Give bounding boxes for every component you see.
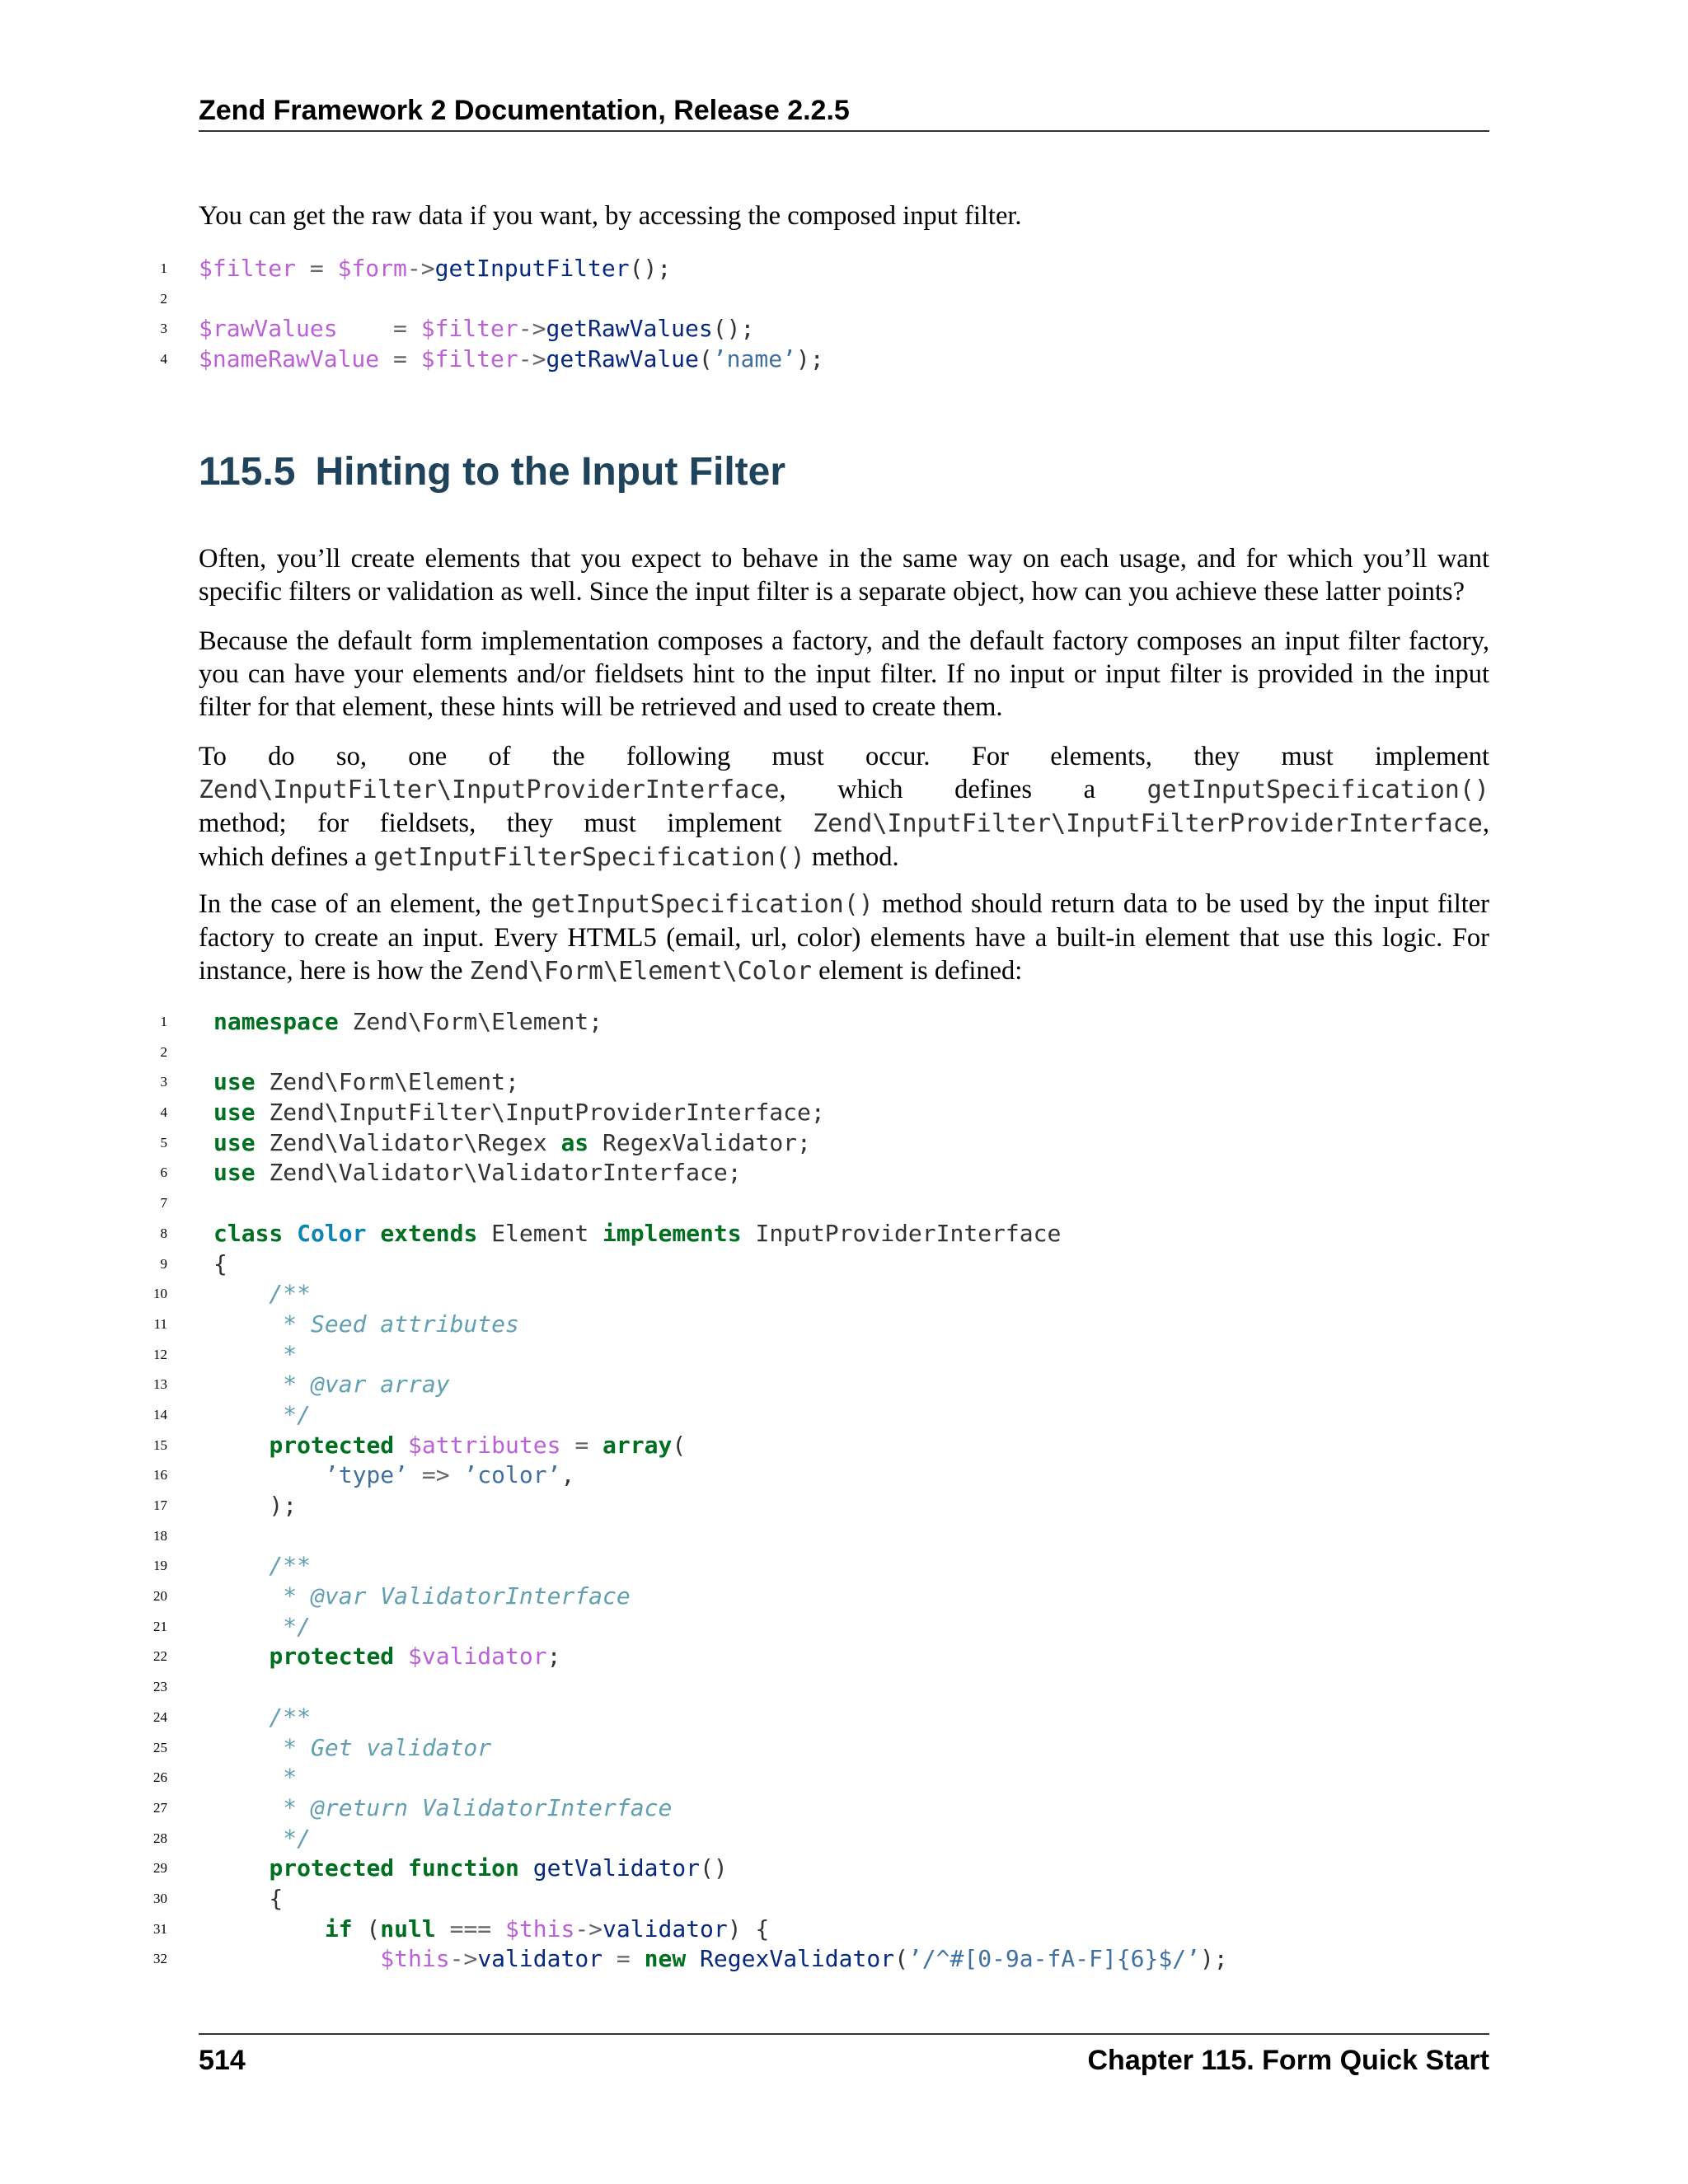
- code-text: * @var array: [213, 1371, 450, 1399]
- page-header: [199, 92, 1489, 132]
- line-number: 21: [153, 1618, 167, 1634]
- code-line: [0, 1219, 1688, 1249]
- code-line: [0, 1854, 1688, 1884]
- code-line: [0, 1188, 1688, 1219]
- code-text: $rawValues = $filter->getRawValues();: [199, 315, 755, 343]
- header-title: Zend Framework 2 Documentation, Release 2.2.5: [199, 95, 850, 126]
- line-number: 22: [153, 1648, 167, 1665]
- code-line: [0, 1733, 1688, 1764]
- code-line: [0, 1370, 1688, 1400]
- page-footer: [199, 2033, 1489, 2076]
- line-number: 7: [160, 1195, 167, 1212]
- line-number: 8: [160, 1225, 167, 1241]
- section-number: 115.5: [199, 450, 296, 494]
- code-text: $nameRawValue = $filter->getRawValue(’name’);: [199, 345, 824, 373]
- line-number: 4: [160, 1104, 167, 1121]
- code-line: [0, 254, 1688, 284]
- code-line: [0, 284, 1688, 315]
- code-text: {: [213, 1249, 227, 1277]
- line-number: 23: [153, 1679, 167, 1695]
- code-text: use Zend\InputFilter\InputProviderInterface;: [213, 1099, 825, 1127]
- code-line: [0, 1491, 1688, 1521]
- code-text: class Color extends Element implements InputProviderInterface: [213, 1219, 1062, 1247]
- line-number: 4: [160, 351, 167, 368]
- paragraph-often: Often, you’ll create elements that you expect to behave in the same way on each usage, and for which you’ll want specific filters or validation as well. Since the input filter is a separate object, how can you achieve these latter points?: [199, 544, 1489, 607]
- code-text: $this->validator = new RegexValidator(’/^#[0-9a-fA-F]{6}$/’);: [380, 1945, 1228, 1973]
- code-line: [0, 1400, 1688, 1431]
- line-number: 20: [153, 1588, 167, 1605]
- line-number: 13: [153, 1376, 167, 1393]
- code-line: [0, 1128, 1688, 1159]
- p4-text-3: element is defined:: [811, 956, 1023, 986]
- code-line: [0, 1098, 1688, 1128]
- code-line: [0, 344, 1688, 375]
- code-line: [0, 1884, 1688, 1915]
- line-number: 11: [153, 1315, 167, 1332]
- code-line: [0, 314, 1688, 344]
- line-number: 14: [153, 1406, 167, 1422]
- code-line: [0, 1824, 1688, 1854]
- p3-text-2: , which defines a: [779, 775, 1147, 804]
- p3-text-1: To do so, one of the following must occur. For elements, they must implement: [199, 742, 1489, 771]
- line-number: 3: [160, 1074, 167, 1090]
- code-block-raw-values: [0, 254, 1688, 375]
- code-line: [0, 1915, 1688, 1945]
- section-title: Hinting to the Input Filter: [315, 450, 786, 494]
- intro-paragraph: You can get the raw data if you want, by accessing the composed input filter.: [199, 201, 1022, 231]
- line-number: 10: [153, 1286, 167, 1302]
- line-number: 30: [153, 1890, 167, 1906]
- code-text: );: [213, 1492, 298, 1519]
- code-line: [0, 1158, 1688, 1188]
- code-line: [0, 1310, 1688, 1340]
- p4-text-1: In the case of an element, the: [199, 889, 532, 919]
- line-number: 2: [160, 290, 167, 307]
- p3-text-5: which defines a: [199, 842, 374, 872]
- code-line: [0, 1067, 1688, 1098]
- code-line: [0, 1944, 1688, 1975]
- line-number: 26: [153, 1769, 167, 1786]
- line-number: 31: [153, 1920, 167, 1937]
- p3-code-input-filter-provider-interface: Zend\InputFilter\InputFilterProviderInterface: [813, 809, 1483, 838]
- line-number: 1: [160, 1014, 167, 1029]
- code-line: [0, 1007, 1688, 1038]
- line-number: 16: [153, 1467, 167, 1483]
- code-block-color-element: [0, 1007, 1688, 1975]
- code-text: * Seed attributes: [213, 1310, 519, 1338]
- code-text: /**: [213, 1552, 312, 1580]
- line-number: 15: [153, 1436, 167, 1453]
- code-text: */: [213, 1612, 312, 1640]
- code-text: ’type’ => ’color’,: [324, 1461, 575, 1489]
- line-number: 3: [160, 321, 167, 337]
- code-line: [0, 1703, 1688, 1733]
- code-line: [0, 1340, 1688, 1371]
- code-text: /**: [213, 1703, 312, 1731]
- line-number: 2: [160, 1043, 167, 1060]
- code-line: [0, 1551, 1688, 1582]
- code-text: if (null === $this->validator) {: [324, 1915, 770, 1943]
- section-heading: [199, 449, 785, 494]
- line-number: 9: [160, 1255, 167, 1272]
- p4-code-color-element: Zend\Form\Element\Color: [469, 957, 812, 986]
- p3-code-input-provider-interface: Zend\InputFilter\InputProviderInterface: [199, 776, 780, 804]
- code-text: *: [213, 1764, 298, 1792]
- code-text: * @var ValidatorInterface: [213, 1582, 631, 1610]
- p3-text-6: method.: [804, 842, 899, 872]
- code-line: [0, 1038, 1688, 1068]
- code-line: [0, 1460, 1688, 1491]
- code-line: [0, 1672, 1688, 1703]
- code-text: namespace Zend\Form\Element;: [213, 1008, 603, 1035]
- code-line: [0, 1431, 1688, 1461]
- paragraph-to-do-so: [199, 740, 1489, 874]
- line-number: 24: [153, 1708, 167, 1725]
- p3-code-get-input-specification: getInputSpecification(): [1146, 776, 1489, 804]
- p3-code-get-input-filter-specification: getInputFilterSpecification(): [373, 843, 805, 872]
- code-line: [0, 1249, 1688, 1280]
- line-number: 5: [160, 1134, 167, 1151]
- code-line: [0, 1763, 1688, 1793]
- code-text: protected function getValidator(): [269, 1854, 728, 1882]
- code-text: * @return ValidatorInterface: [213, 1793, 673, 1821]
- code-text: */: [213, 1824, 312, 1852]
- code-text: */: [213, 1400, 312, 1428]
- footer-page-number: 514: [199, 2045, 246, 2076]
- paragraph-in-the-case: [199, 888, 1489, 988]
- code-text: {: [213, 1884, 284, 1912]
- code-line: [0, 1793, 1688, 1824]
- code-line: [0, 1612, 1688, 1643]
- p3-text-3: method; for fieldsets, they must implement: [199, 808, 814, 838]
- code-line: [0, 1521, 1688, 1552]
- p4-text-2: method should return data to be used by the input filter factory to create an input. Every HTML5 (email, url, color) elements have a built-in element that use this logic. For instance, here is how the: [199, 889, 1489, 986]
- code-line: [0, 1642, 1688, 1672]
- line-number: 17: [153, 1497, 167, 1513]
- code-text: protected $validator;: [269, 1643, 561, 1671]
- code-text: $filter = $form->getInputFilter();: [199, 255, 672, 282]
- code-text: * Get validator: [213, 1733, 492, 1761]
- p4-code-get-input-specification: getInputSpecification(): [531, 890, 874, 919]
- code-line: [0, 1279, 1688, 1310]
- line-number: 1: [160, 260, 167, 276]
- code-text: use Zend\Validator\ValidatorInterface;: [213, 1159, 742, 1187]
- code-text: protected $attributes = array(: [269, 1431, 687, 1459]
- code-text: use Zend\Validator\Regex as RegexValidator;: [213, 1128, 811, 1156]
- code-text: /**: [213, 1280, 312, 1308]
- line-number: 32: [153, 1951, 167, 1967]
- line-number: 18: [153, 1527, 167, 1544]
- code-text: use Zend\Form\Element;: [213, 1068, 519, 1096]
- p3-text-4: ,: [1482, 808, 1489, 838]
- footer-chapter: Chapter 115. Form Quick Start: [1087, 2045, 1489, 2076]
- line-number: 28: [153, 1830, 167, 1846]
- line-number: 6: [160, 1165, 167, 1181]
- line-number: 29: [153, 1860, 167, 1877]
- code-line: [0, 1582, 1688, 1612]
- code-text: *: [213, 1340, 298, 1368]
- line-number: 19: [153, 1558, 167, 1574]
- paragraph-because: Because the default form implementation composes a factory, and the default factory composes an input filter factory, you can have your elements and/or fieldsets hint to the input filter. If no input or input filter is provided in the input filter for that element, these hints will be retrieved and used to create them.: [199, 626, 1489, 722]
- line-number: 12: [153, 1346, 167, 1362]
- line-number: 27: [153, 1799, 167, 1816]
- line-number: 25: [153, 1739, 167, 1755]
